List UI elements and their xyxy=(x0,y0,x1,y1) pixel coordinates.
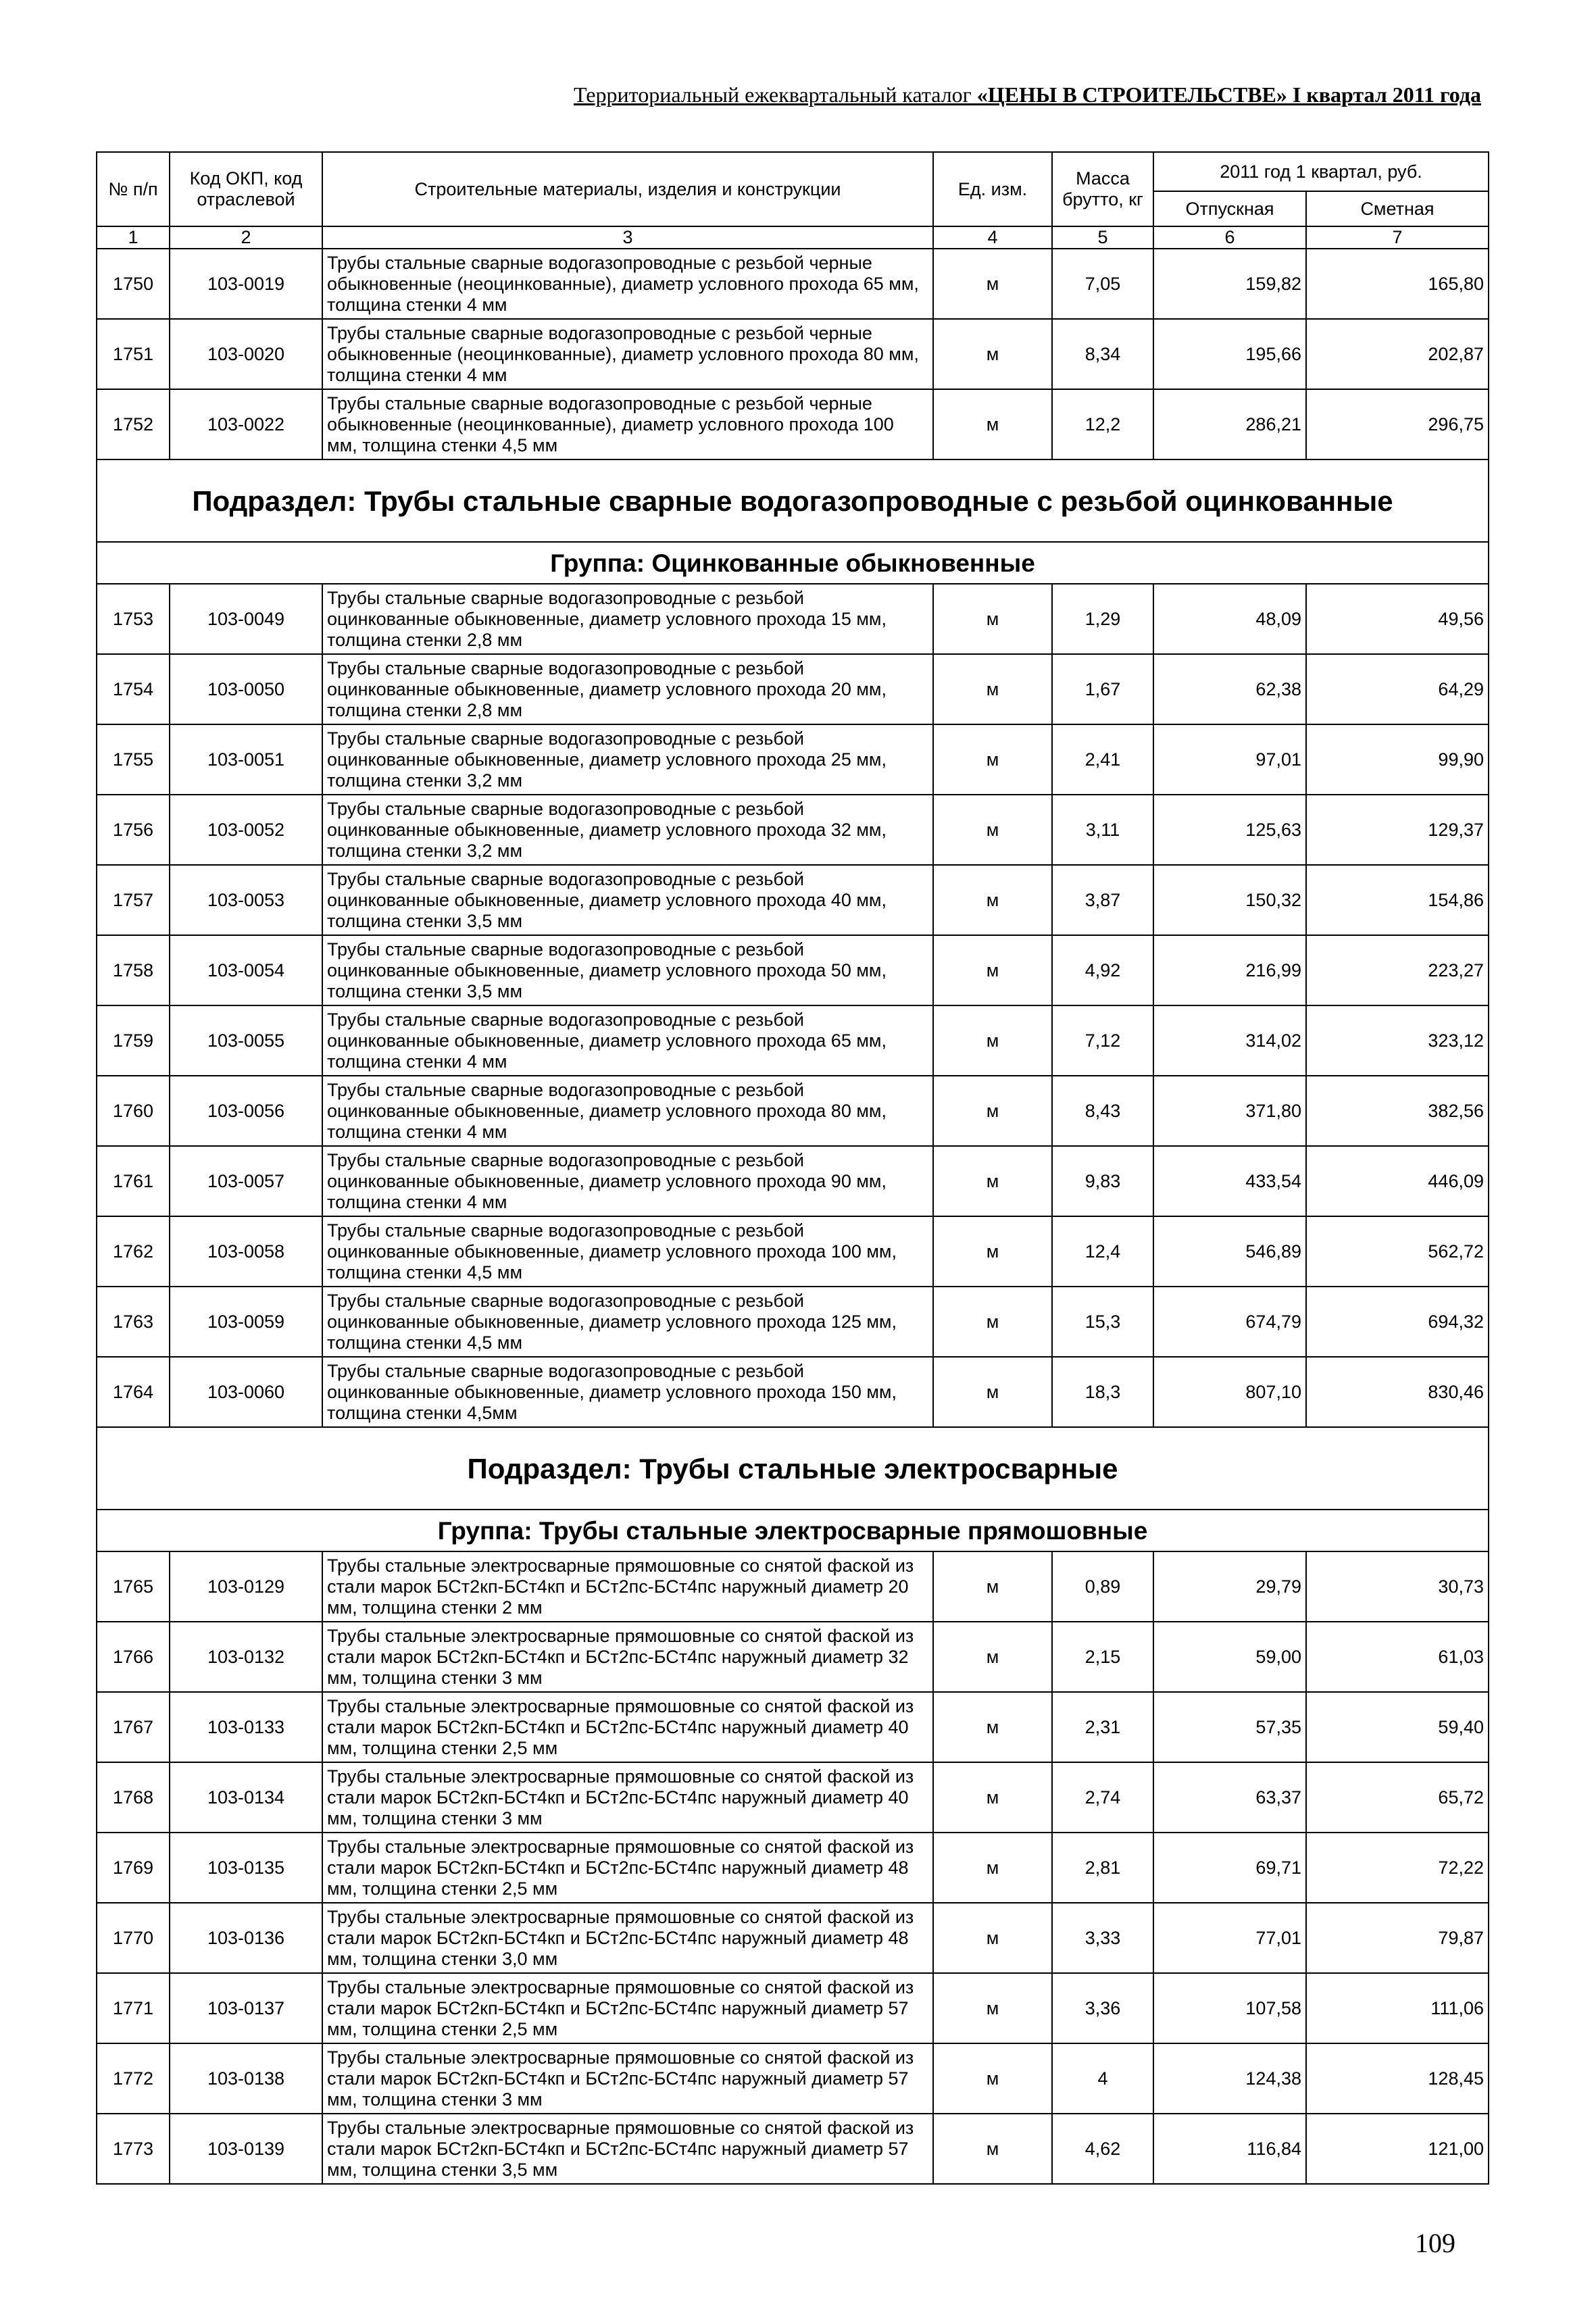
row-release-price: 195,66 xyxy=(1153,319,1306,389)
row-code: 103-0132 xyxy=(170,1622,322,1692)
row-num: 1771 xyxy=(97,1973,170,2043)
col-header-estimate: Сметная xyxy=(1306,191,1489,226)
row-release-price: 216,99 xyxy=(1153,935,1306,1005)
row-unit: м xyxy=(933,584,1052,654)
row-code: 103-0057 xyxy=(170,1146,322,1216)
row-release-price: 125,63 xyxy=(1153,795,1306,865)
table-row xyxy=(97,389,1489,459)
row-mass: 7,05 xyxy=(1052,249,1153,319)
row-num: 1756 xyxy=(97,795,170,865)
row-num: 1758 xyxy=(97,935,170,1005)
row-release-price: 62,38 xyxy=(1153,654,1306,724)
row-estimate-price: 694,32 xyxy=(1306,1287,1489,1357)
table-row xyxy=(97,935,1489,1005)
row-description: Трубы стальные сварные водогазопроводные с резьбой черные обыкновенные (неоцинкованные), диаметр условного прохода 65 мм, толщина стенки 4 мм xyxy=(322,249,933,319)
table-row xyxy=(97,654,1489,724)
row-description: Трубы стальные электросварные прямошовные со снятой фаской из стали марок БСт2кп-БСт4кп и БСт2пс-БСт4пс наружный диаметр 48 мм, толщина стенки 2,5 мм xyxy=(322,1833,933,1903)
row-num: 1772 xyxy=(97,2043,170,2114)
row-release-price: 433,54 xyxy=(1153,1146,1306,1216)
row-estimate-price: 72,22 xyxy=(1306,1833,1489,1903)
table-row xyxy=(97,1903,1489,1973)
subsection-row xyxy=(97,1427,1489,1510)
row-mass: 2,15 xyxy=(1052,1622,1153,1692)
row-release-price: 807,10 xyxy=(1153,1357,1306,1427)
column-number: 4 xyxy=(933,226,1052,249)
row-unit: м xyxy=(933,1076,1052,1146)
col-header-num: № п/п xyxy=(97,152,170,226)
row-mass: 8,43 xyxy=(1052,1076,1153,1146)
table-row xyxy=(97,584,1489,654)
row-unit: м xyxy=(933,1287,1052,1357)
group-row xyxy=(97,1510,1489,1551)
row-num: 1770 xyxy=(97,1903,170,1973)
row-num: 1764 xyxy=(97,1357,170,1427)
row-estimate-price: 49,56 xyxy=(1306,584,1489,654)
row-num: 1769 xyxy=(97,1833,170,1903)
row-estimate-price: 323,12 xyxy=(1306,1005,1489,1076)
row-code: 103-0137 xyxy=(170,1973,322,2043)
row-description: Трубы стальные электросварные прямошовные со снятой фаской из стали марок БСт2кп-БСт4кп и БСт2пс-БСт4пс наружный диаметр 32 мм, толщина стенки 3 мм xyxy=(322,1622,933,1692)
row-estimate-price: 99,90 xyxy=(1306,724,1489,795)
row-description: Трубы стальные сварные водогазопроводные с резьбой оцинкованные обыкновенные, диаметр условного прохода 150 мм, толщина стенки 4,5мм xyxy=(322,1357,933,1427)
row-release-price: 59,00 xyxy=(1153,1622,1306,1692)
row-description: Трубы стальные сварные водогазопроводные с резьбой оцинкованные обыкновенные, диаметр условного прохода 65 мм, толщина стенки 4 мм xyxy=(322,1005,933,1076)
row-code: 103-0050 xyxy=(170,654,322,724)
row-unit: м xyxy=(933,319,1052,389)
row-release-price: 546,89 xyxy=(1153,1216,1306,1287)
column-numbers-row xyxy=(97,226,1489,249)
row-estimate-price: 382,56 xyxy=(1306,1076,1489,1146)
row-mass: 2,31 xyxy=(1052,1692,1153,1762)
row-estimate-price: 562,72 xyxy=(1306,1216,1489,1287)
row-release-price: 77,01 xyxy=(1153,1903,1306,1973)
header-title: Территориальный ежеквартальный каталог xyxy=(573,82,972,107)
row-description: Трубы стальные сварные водогазопроводные с резьбой черные обыкновенные (неоцинкованные), диаметр условного прохода 100 мм, толщина стенки 4,5 мм xyxy=(322,389,933,459)
row-code: 103-0133 xyxy=(170,1692,322,1762)
table-row xyxy=(97,2043,1489,2114)
table-row xyxy=(97,319,1489,389)
row-mass: 9,83 xyxy=(1052,1146,1153,1216)
row-release-price: 107,58 xyxy=(1153,1973,1306,2043)
row-release-price: 57,35 xyxy=(1153,1692,1306,1762)
row-estimate-price: 129,37 xyxy=(1306,795,1489,865)
row-code: 103-0134 xyxy=(170,1762,322,1833)
row-description: Трубы стальные сварные водогазопроводные с резьбой оцинкованные обыкновенные, диаметр условного прохода 32 мм, толщина стенки 3,2 мм xyxy=(322,795,933,865)
row-estimate-price: 64,29 xyxy=(1306,654,1489,724)
row-unit: м xyxy=(933,935,1052,1005)
row-mass: 3,87 xyxy=(1052,865,1153,935)
header-subtitle: «ЦЕНЫ В СТРОИТЕЛЬСТВЕ» I квартал 2011 года xyxy=(976,82,1481,107)
row-unit: м xyxy=(933,1903,1052,1973)
row-estimate-price: 111,06 xyxy=(1306,1973,1489,2043)
row-mass: 12,2 xyxy=(1052,389,1153,459)
row-code: 103-0020 xyxy=(170,319,322,389)
row-code: 103-0135 xyxy=(170,1833,322,1903)
row-mass: 15,3 xyxy=(1052,1287,1153,1357)
row-code: 103-0055 xyxy=(170,1005,322,1076)
row-code: 103-0136 xyxy=(170,1903,322,1973)
row-unit: м xyxy=(933,795,1052,865)
row-unit: м xyxy=(933,1622,1052,1692)
row-num: 1751 xyxy=(97,319,170,389)
column-number: 5 xyxy=(1052,226,1153,249)
row-num: 1767 xyxy=(97,1692,170,1762)
table-row xyxy=(97,1551,1489,1622)
row-description: Трубы стальные сварные водогазопроводные с резьбой оцинкованные обыкновенные, диаметр условного прохода 100 мм, толщина стенки 4,5 мм xyxy=(322,1216,933,1287)
row-mass: 4,62 xyxy=(1052,2114,1153,2184)
row-description: Трубы стальные электросварные прямошовные со снятой фаской из стали марок БСт2кп-БСт4кп и БСт2пс-БСт4пс наружный диаметр 57 мм, толщина стенки 3 мм xyxy=(322,2043,933,2114)
row-description: Трубы стальные сварные водогазопроводные с резьбой оцинкованные обыкновенные, диаметр условного прохода 80 мм, толщина стенки 4 мм xyxy=(322,1076,933,1146)
row-num: 1755 xyxy=(97,724,170,795)
row-description: Трубы стальные электросварные прямошовные со снятой фаской из стали марок БСт2кп-БСт4кп и БСт2пс-БСт4пс наружный диаметр 57 мм, толщина стенки 2,5 мм xyxy=(322,1973,933,2043)
row-code: 103-0053 xyxy=(170,865,322,935)
row-unit: м xyxy=(933,1146,1052,1216)
row-release-price: 48,09 xyxy=(1153,584,1306,654)
table-row xyxy=(97,1146,1489,1216)
row-description: Трубы стальные электросварные прямошовные со снятой фаской из стали марок БСт2кп-БСт4кп и БСт2пс-БСт4пс наружный диаметр 40 мм, толщина стенки 3 мм xyxy=(322,1762,933,1833)
row-release-price: 97,01 xyxy=(1153,724,1306,795)
row-mass: 3,11 xyxy=(1052,795,1153,865)
row-estimate-price: 65,72 xyxy=(1306,1762,1489,1833)
row-unit: м xyxy=(933,2043,1052,2114)
column-number: 7 xyxy=(1306,226,1489,249)
row-mass: 3,33 xyxy=(1052,1903,1153,1973)
row-unit: м xyxy=(933,1005,1052,1076)
column-number: 2 xyxy=(170,226,322,249)
row-estimate-price: 154,86 xyxy=(1306,865,1489,935)
row-num: 1752 xyxy=(97,389,170,459)
row-num: 1768 xyxy=(97,1762,170,1833)
row-unit: м xyxy=(933,249,1052,319)
row-code: 103-0129 xyxy=(170,1551,322,1622)
row-mass: 2,74 xyxy=(1052,1762,1153,1833)
row-mass: 4 xyxy=(1052,2043,1153,2114)
col-header-code: Код ОКП, код отраслевой xyxy=(170,152,322,226)
row-description: Трубы стальные сварные водогазопроводные с резьбой оцинкованные обыкновенные, диаметр условного прохода 50 мм, толщина стенки 3,5 мм xyxy=(322,935,933,1005)
row-unit: м xyxy=(933,1216,1052,1287)
table-row xyxy=(97,724,1489,795)
row-mass: 1,67 xyxy=(1052,654,1153,724)
row-unit: м xyxy=(933,724,1052,795)
row-description: Трубы стальные электросварные прямошовные со снятой фаской из стали марок БСт2кп-БСт4кп и БСт2пс-БСт4пс наружный диаметр 40 мм, толщина стенки 2,5 мм xyxy=(322,1692,933,1762)
table-row xyxy=(97,1762,1489,1833)
row-description: Трубы стальные сварные водогазопроводные с резьбой оцинкованные обыкновенные, диаметр условного прохода 25 мм, толщина стенки 3,2 мм xyxy=(322,724,933,795)
row-estimate-price: 202,87 xyxy=(1306,319,1489,389)
row-description: Трубы стальные электросварные прямошовные со снятой фаской из стали марок БСт2кп-БСт4кп и БСт2пс-БСт4пс наружный диаметр 20 мм, толщина стенки 2 мм xyxy=(322,1551,933,1622)
row-unit: м xyxy=(933,1357,1052,1427)
catalog-header xyxy=(500,82,1481,116)
subsection-row xyxy=(97,459,1489,542)
column-number: 3 xyxy=(322,226,933,249)
row-code: 103-0019 xyxy=(170,249,322,319)
row-num: 1754 xyxy=(97,654,170,724)
table-row xyxy=(97,1287,1489,1357)
row-release-price: 314,02 xyxy=(1153,1005,1306,1076)
row-estimate-price: 296,75 xyxy=(1306,389,1489,459)
row-estimate-price: 79,87 xyxy=(1306,1903,1489,1973)
row-release-price: 29,79 xyxy=(1153,1551,1306,1622)
row-release-price: 371,80 xyxy=(1153,1076,1306,1146)
row-code: 103-0059 xyxy=(170,1287,322,1357)
row-code: 103-0056 xyxy=(170,1076,322,1146)
row-unit: м xyxy=(933,1692,1052,1762)
row-estimate-price: 121,00 xyxy=(1306,2114,1489,2184)
group-title: Группа: Оцинкованные обыкновенные xyxy=(97,542,1489,584)
row-mass: 3,36 xyxy=(1052,1973,1153,2043)
row-estimate-price: 30,73 xyxy=(1306,1551,1489,1622)
table-row xyxy=(97,1216,1489,1287)
col-header-release: Отпускная xyxy=(1153,191,1306,226)
table-row xyxy=(97,1357,1489,1427)
column-number: 6 xyxy=(1153,226,1306,249)
row-num: 1750 xyxy=(97,249,170,319)
col-header-unit: Ед. изм. xyxy=(933,152,1052,226)
row-code: 103-0052 xyxy=(170,795,322,865)
row-release-price: 124,38 xyxy=(1153,2043,1306,2114)
table-row xyxy=(97,1692,1489,1762)
table-row xyxy=(97,1005,1489,1076)
row-release-price: 674,79 xyxy=(1153,1287,1306,1357)
table-row xyxy=(97,865,1489,935)
row-unit: м xyxy=(933,2114,1052,2184)
col-header-mass: Масса брутто, кг xyxy=(1052,152,1153,226)
row-estimate-price: 223,27 xyxy=(1306,935,1489,1005)
row-unit: м xyxy=(933,654,1052,724)
row-num: 1757 xyxy=(97,865,170,935)
subsection-title: Подраздел: Трубы стальные электросварные xyxy=(97,1427,1489,1510)
row-description: Трубы стальные сварные водогазопроводные с резьбой оцинкованные обыкновенные, диаметр условного прохода 125 мм, толщина стенки 4,5 мм xyxy=(322,1287,933,1357)
table-row xyxy=(97,2114,1489,2184)
row-release-price: 286,21 xyxy=(1153,389,1306,459)
table-header xyxy=(97,152,1489,249)
row-code: 103-0139 xyxy=(170,2114,322,2184)
row-description: Трубы стальные сварные водогазопроводные с резьбой оцинкованные обыкновенные, диаметр условного прохода 15 мм, толщина стенки 2,8 мм xyxy=(322,584,933,654)
table-row xyxy=(97,1973,1489,2043)
price-table xyxy=(96,151,1489,2185)
row-code: 103-0049 xyxy=(170,584,322,654)
row-unit: м xyxy=(933,389,1052,459)
row-num: 1765 xyxy=(97,1551,170,1622)
row-num: 1759 xyxy=(97,1005,170,1076)
table-row xyxy=(97,1076,1489,1146)
row-num: 1760 xyxy=(97,1076,170,1146)
table-row xyxy=(97,1833,1489,1903)
row-mass: 1,29 xyxy=(1052,584,1153,654)
row-mass: 18,3 xyxy=(1052,1357,1153,1427)
row-description: Трубы стальные сварные водогазопроводные с резьбой оцинкованные обыкновенные, диаметр условного прохода 20 мм, толщина стенки 2,8 мм xyxy=(322,654,933,724)
table-row xyxy=(97,1622,1489,1692)
row-estimate-price: 165,80 xyxy=(1306,249,1489,319)
row-estimate-price: 59,40 xyxy=(1306,1692,1489,1762)
row-mass: 7,12 xyxy=(1052,1005,1153,1076)
row-code: 103-0060 xyxy=(170,1357,322,1427)
row-num: 1761 xyxy=(97,1146,170,1216)
row-estimate-price: 61,03 xyxy=(1306,1622,1489,1692)
row-code: 103-0022 xyxy=(170,389,322,459)
row-unit: м xyxy=(933,1551,1052,1622)
row-release-price: 150,32 xyxy=(1153,865,1306,935)
row-num: 1763 xyxy=(97,1287,170,1357)
row-mass: 2,81 xyxy=(1052,1833,1153,1903)
row-description: Трубы стальные сварные водогазопроводные с резьбой черные обыкновенные (неоцинкованные), диаметр условного прохода 80 мм, толщина стенки 4 мм xyxy=(322,319,933,389)
row-release-price: 116,84 xyxy=(1153,2114,1306,2184)
row-estimate-price: 446,09 xyxy=(1306,1146,1489,1216)
row-estimate-price: 830,46 xyxy=(1306,1357,1489,1427)
table-body xyxy=(97,249,1489,2184)
table-row xyxy=(97,249,1489,319)
row-code: 103-0138 xyxy=(170,2043,322,2114)
row-unit: м xyxy=(933,1833,1052,1903)
row-code: 103-0051 xyxy=(170,724,322,795)
column-number: 1 xyxy=(97,226,170,249)
row-description: Трубы стальные сварные водогазопроводные с резьбой оцинкованные обыкновенные, диаметр условного прохода 40 мм, толщина стенки 3,5 мм xyxy=(322,865,933,935)
group-row xyxy=(97,542,1489,584)
row-mass: 2,41 xyxy=(1052,724,1153,795)
row-description: Трубы стальные электросварные прямошовные со снятой фаской из стали марок БСт2кп-БСт4кп и БСт2пс-БСт4пс наружный диаметр 48 мм, толщина стенки 3,0 мм xyxy=(322,1903,933,1973)
row-mass: 8,34 xyxy=(1052,319,1153,389)
col-header-period: 2011 год 1 квартал, руб. xyxy=(1153,152,1489,191)
row-num: 1766 xyxy=(97,1622,170,1692)
row-mass: 4,92 xyxy=(1052,935,1153,1005)
row-release-price: 69,71 xyxy=(1153,1833,1306,1903)
row-description: Трубы стальные сварные водогазопроводные с резьбой оцинкованные обыкновенные, диаметр условного прохода 90 мм, толщина стенки 4 мм xyxy=(322,1146,933,1216)
page-number: 109 xyxy=(1415,2228,1455,2258)
row-release-price: 63,37 xyxy=(1153,1762,1306,1833)
row-estimate-price: 128,45 xyxy=(1306,2043,1489,2114)
row-mass: 12,4 xyxy=(1052,1216,1153,1287)
row-code: 103-0054 xyxy=(170,935,322,1005)
row-num: 1753 xyxy=(97,584,170,654)
table-row xyxy=(97,795,1489,865)
group-title: Группа: Трубы стальные электросварные прямошовные xyxy=(97,1510,1489,1551)
row-release-price: 159,82 xyxy=(1153,249,1306,319)
row-num: 1762 xyxy=(97,1216,170,1287)
row-description: Трубы стальные электросварные прямошовные со снятой фаской из стали марок БСт2кп-БСт4кп и БСт2пс-БСт4пс наружный диаметр 57 мм, толщина стенки 3,5 мм xyxy=(322,2114,933,2184)
row-unit: м xyxy=(933,1973,1052,2043)
row-code: 103-0058 xyxy=(170,1216,322,1287)
row-unit: м xyxy=(933,1762,1052,1833)
subsection-title: Подраздел: Трубы стальные сварные водогазопроводные с резьбой оцинкованные xyxy=(97,459,1489,542)
row-mass: 0,89 xyxy=(1052,1551,1153,1622)
row-num: 1773 xyxy=(97,2114,170,2184)
col-header-material: Строительные материалы, изделия и конструкции xyxy=(322,152,933,226)
row-unit: м xyxy=(933,865,1052,935)
